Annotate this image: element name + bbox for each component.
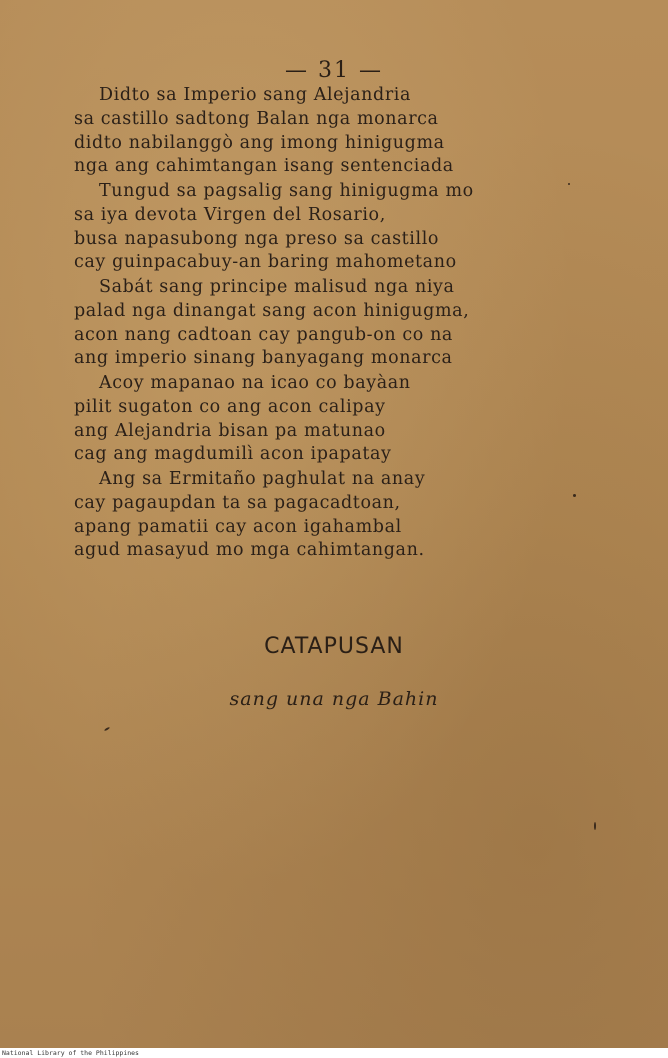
poem-line: nga ang cahimtangan isang sentenciada <box>74 156 454 176</box>
library-credit: National Library of the Philippines <box>2 1049 139 1057</box>
paper-speck <box>573 494 576 497</box>
poem-line: busa napasubong nga preso sa castillo <box>74 229 440 249</box>
poem-line: acon nang cadtoan cay pangub-on co na <box>74 325 453 345</box>
poem-line: pilit sugaton co ang acon calipay <box>74 397 386 417</box>
poem-line: agud masayud mo mga cahimtangan. <box>74 540 425 560</box>
poem-line: Didto sa Imperio sang Alejandria <box>99 85 412 105</box>
poem-line: Sabát sang principe malisud nga niya <box>99 277 455 297</box>
paper-speck <box>568 183 570 185</box>
end-subtitle: sang una nga Bahin <box>229 688 439 710</box>
paper-speck <box>594 822 596 830</box>
paper-speck <box>104 727 110 732</box>
poem-line: didto nabilanggò ang imong hinigugma <box>74 133 445 153</box>
poem-line: apang pamatii cay acon igahambal <box>74 517 402 537</box>
poem-line: cay guinpacabuy-an baring mahometano <box>74 252 457 272</box>
poem-line: cay pagaupdan ta sa pagacadtoan, <box>74 493 401 513</box>
poem-line: ang Alejandria bisan pa matunao <box>74 421 386 441</box>
poem-line: Ang sa Ermitaño paghulat na anay <box>99 469 426 489</box>
poem-line: palad nga dinangat sang acon hinigugma, <box>74 301 470 321</box>
poem-line: cag ang magdumilì acon ipapatay <box>74 444 392 464</box>
poem-line: ang imperio sinang banyagang monarca <box>74 348 453 368</box>
poem-line: Acoy mapanao na icao co bayàan <box>99 373 411 393</box>
poem-line: sa iya devota Virgen del Rosario, <box>74 205 386 225</box>
poem-line: sa castillo sadtong Balan nga monarca <box>74 109 439 129</box>
end-title: CATAPUSAN <box>264 634 404 659</box>
poem-line: Tungud sa pagsalig sang hinigugma mo <box>99 181 474 201</box>
page-number: — 31 — <box>285 58 383 83</box>
